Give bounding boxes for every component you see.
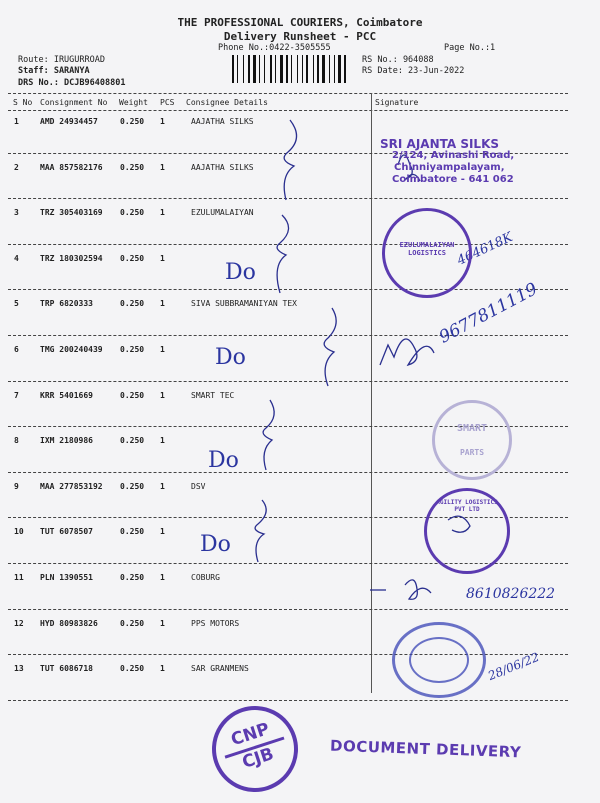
row-sno: 9 (14, 481, 19, 491)
stamp-text: SMART (456, 423, 488, 434)
row-weight: 0.250 (120, 208, 145, 218)
row-sno: 8 (14, 436, 19, 446)
row-sno: 5 (14, 299, 19, 309)
row-pcs: 1 (160, 253, 165, 263)
row-pcs: 1 (160, 390, 165, 400)
row-weight: 0.250 (120, 573, 145, 582)
row-weight: 0.250 (120, 436, 145, 446)
stamp-inner-ring (409, 637, 469, 683)
row-consignment: TRZ 180302594 (40, 253, 103, 263)
row-sno: 12 (14, 618, 24, 628)
row-consignment: IXM 2180986 (40, 436, 93, 446)
row-pcs: 1 (160, 208, 165, 218)
row-consignment: TMG 200240439 (40, 345, 103, 354)
row-pcs: 1 (160, 436, 165, 446)
row-pcs: 1 (160, 481, 165, 491)
route-label: Route: IRUGURROAD (18, 55, 105, 65)
handwritten-number: 464618K (455, 229, 516, 269)
blue-round-stamp (392, 622, 486, 698)
row-consignee: DSV (191, 481, 206, 491)
row-pcs: 1 (160, 527, 165, 537)
row-consignment: HYD 80983826 (40, 618, 98, 628)
col-pcs: PCS (160, 98, 175, 107)
row-consignment: KRR 5401669 (40, 390, 93, 400)
page-number: Page No.:1 (444, 43, 496, 53)
row-sno: 6 (14, 345, 19, 354)
smart-parts-stamp (432, 400, 512, 480)
stamp-line: Chinniyampalayam, (394, 162, 505, 173)
row-pcs: 1 (160, 345, 165, 354)
row-weight: 0.250 (120, 664, 145, 674)
row-weight: 0.250 (120, 253, 145, 263)
brace-mark (277, 215, 288, 293)
row-sno: 10 (14, 527, 24, 537)
signature-scribble (380, 339, 434, 365)
row-consignment: MAA 277853192 (40, 481, 103, 491)
handwritten-date: 28/06/22 (486, 649, 542, 683)
row-sno: 3 (14, 208, 19, 218)
row-consignee: COBURG (191, 573, 220, 582)
row-weight: 0.250 (120, 527, 145, 537)
agility-stamp (424, 488, 510, 574)
ditto-mark: Do (225, 260, 256, 285)
col-consignee: Consignee Details (186, 98, 268, 107)
row-consignee: SIVA SUBBRAMANIYAN TEX (191, 299, 297, 309)
row-consignment: AMD 24934457 (40, 117, 98, 126)
ajanta-silks-stamp (380, 138, 514, 186)
row-pcs: 1 (160, 618, 165, 628)
row-consignment: TUT 6078507 (40, 527, 93, 537)
brace-mark (255, 500, 266, 562)
staff-label: Staff: SARANYA (18, 66, 90, 76)
row-consignee: AAJATHA SILKS (191, 117, 254, 126)
row-consignment: PLN 1390551 (40, 573, 93, 582)
stamp-text: EZULUMALAIYAN (399, 241, 455, 249)
stamp-line: 2/124, Avinashi Road, (392, 150, 515, 161)
brace-mark (284, 120, 296, 200)
handwritten-phone: 9677811119 (436, 279, 541, 348)
row-weight: 0.250 (120, 162, 145, 172)
row-weight: 0.250 (120, 481, 145, 491)
row-sno: 13 (14, 664, 24, 674)
row-weight: 0.250 (120, 345, 145, 354)
row-consignment: MAA 857582176 (40, 162, 103, 172)
row-weight: 0.250 (120, 618, 145, 628)
stamp-subtext: PARTS (459, 448, 485, 457)
ditto-mark: Do (208, 448, 239, 473)
stamp-line: Coimbatore - 641 062 (392, 174, 514, 185)
row-sno: 7 (14, 390, 19, 400)
phone-number: Phone No.:0422-3505555 (218, 43, 331, 53)
row-pcs: 1 (160, 573, 165, 582)
row-consignment: TUT 6086718 (40, 664, 93, 674)
row-consignee: AAJATHA SILKS (191, 162, 254, 172)
ditto-mark: Do (215, 345, 246, 370)
row-pcs: 1 (160, 162, 165, 172)
row-sno: 4 (14, 253, 19, 263)
stamp-line: SRI AJANTA SILKS (380, 137, 500, 151)
row-pcs: 1 (160, 664, 165, 674)
row-weight: 0.250 (120, 117, 145, 126)
row-pcs: 1 (160, 299, 165, 309)
row-consignee: PPS MOTORS (191, 618, 240, 628)
col-sno: S No (13, 98, 33, 107)
ditto-mark: Do (200, 532, 231, 557)
row-sno: 2 (14, 162, 19, 172)
rs-number: RS No.: 964088 (362, 55, 434, 65)
row-sno: 1 (14, 117, 19, 126)
doc-title: Delivery Runsheet - PCC (223, 30, 377, 43)
company-title: THE PROFESSIONAL COURIERS, Coimbatore (177, 16, 423, 29)
drs-number: DRS No.: DCJB96408801 (18, 78, 126, 88)
rs-date: RS Date: 23-Jun-2022 (362, 66, 465, 76)
stamp-subtext: LOGISTICS (408, 249, 446, 257)
col-consignment: Consignment No (40, 98, 108, 107)
brace-mark (324, 308, 336, 386)
signature-scribble (405, 580, 431, 599)
col-weight: Weight (119, 98, 148, 107)
ezulumalaiyan-stamp (382, 208, 472, 298)
row-pcs: 1 (160, 117, 165, 126)
handwritten-phone: 8610826222 (466, 586, 556, 602)
row-consignee: SMART TEC (191, 390, 235, 400)
row-weight: 0.250 (120, 390, 145, 400)
row-weight: 0.250 (120, 299, 145, 309)
stamp-text: CNP (228, 719, 273, 751)
brace-mark (263, 400, 274, 470)
row-sno: 11 (14, 573, 24, 582)
row-consignee: SAR GRANMENS (191, 664, 249, 674)
stamp-subtext: CJB (239, 744, 277, 773)
col-signature: Signature (375, 98, 419, 107)
row-consignment: TRZ 305403169 (40, 208, 103, 218)
row-consignment: TRP 6820333 (40, 299, 93, 309)
row-consignee: EZULUMALAIYAN (191, 208, 254, 218)
stamp-text: AGILITY LOGISTICS PVT LTD (436, 499, 498, 513)
document-delivery-stamp: DOCUMENT DELIVERY (329, 736, 522, 762)
